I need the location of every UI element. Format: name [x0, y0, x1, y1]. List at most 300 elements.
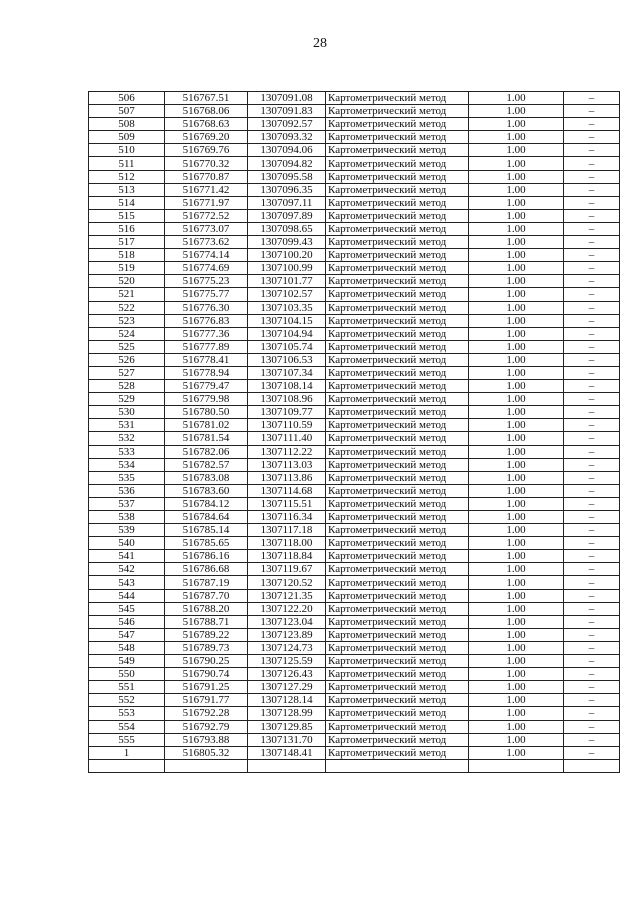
y-coordinate-cell: 1307108.14	[248, 380, 326, 393]
x-coordinate-cell: 516785.14	[165, 524, 248, 537]
x-coordinate-cell: 516778.41	[165, 353, 248, 366]
point-number-cell: 527	[89, 366, 165, 379]
y-coordinate-cell: 1307148.41	[248, 746, 326, 759]
x-coordinate-cell: 516776.83	[165, 314, 248, 327]
accuracy-cell: 1.00	[469, 628, 564, 641]
description-cell: –	[564, 655, 620, 668]
point-number-cell: 1	[89, 746, 165, 759]
x-coordinate-cell: 516791.25	[165, 681, 248, 694]
accuracy-cell: 1.00	[469, 157, 564, 170]
method-cell: Картометрический метод	[326, 288, 469, 301]
table-row	[89, 275, 620, 288]
y-coordinate-cell: 1307111.40	[248, 432, 326, 445]
x-coordinate-cell: 516784.64	[165, 511, 248, 524]
method-cell: Картометрический метод	[326, 170, 469, 183]
table-row	[89, 655, 620, 668]
accuracy-cell: 1.00	[469, 288, 564, 301]
x-coordinate-cell: 516783.60	[165, 484, 248, 497]
method-cell: Картометрический метод	[326, 511, 469, 524]
y-coordinate-cell: 1307100.99	[248, 262, 326, 275]
table-row	[89, 602, 620, 615]
accuracy-cell: 1.00	[469, 445, 564, 458]
description-cell: –	[564, 733, 620, 746]
point-number-cell: 543	[89, 576, 165, 589]
method-cell: Картометрический метод	[326, 144, 469, 157]
y-coordinate-cell: 1307125.59	[248, 655, 326, 668]
method-cell: Картометрический метод	[326, 550, 469, 563]
method-cell: Картометрический метод	[326, 131, 469, 144]
x-coordinate-cell: 516784.12	[165, 497, 248, 510]
accuracy-cell: 1.00	[469, 222, 564, 235]
accuracy-cell: 1.00	[469, 707, 564, 720]
y-coordinate-cell: 1307113.86	[248, 471, 326, 484]
description-cell: –	[564, 366, 620, 379]
x-coordinate-cell: 516782.06	[165, 445, 248, 458]
table-row	[89, 366, 620, 379]
x-coordinate-cell: 516777.89	[165, 340, 248, 353]
accuracy-cell: 1.00	[469, 615, 564, 628]
description-cell: –	[564, 484, 620, 497]
point-number-cell: 516	[89, 222, 165, 235]
accuracy-cell: 1.00	[469, 393, 564, 406]
description-cell: –	[564, 589, 620, 602]
x-coordinate-cell: 516787.19	[165, 576, 248, 589]
empty-cell	[248, 759, 326, 772]
x-coordinate-cell: 516768.63	[165, 118, 248, 131]
description-cell: –	[564, 92, 620, 105]
coordinates-table	[88, 91, 620, 773]
y-coordinate-cell: 1307106.53	[248, 353, 326, 366]
point-number-cell: 509	[89, 131, 165, 144]
table-row	[89, 209, 620, 222]
method-cell: Картометрический метод	[326, 458, 469, 471]
point-number-cell: 537	[89, 497, 165, 510]
table-row	[89, 288, 620, 301]
table-row	[89, 576, 620, 589]
description-cell: –	[564, 288, 620, 301]
x-coordinate-cell: 516767.51	[165, 92, 248, 105]
point-number-cell: 547	[89, 628, 165, 641]
y-coordinate-cell: 1307094.06	[248, 144, 326, 157]
y-coordinate-cell: 1307123.89	[248, 628, 326, 641]
x-coordinate-cell: 516792.79	[165, 720, 248, 733]
page-number: 28	[313, 36, 327, 51]
y-coordinate-cell: 1307121.35	[248, 589, 326, 602]
accuracy-cell: 1.00	[469, 563, 564, 576]
method-cell: Картометрический метод	[326, 497, 469, 510]
accuracy-cell: 1.00	[469, 183, 564, 196]
y-coordinate-cell: 1307108.96	[248, 393, 326, 406]
point-number-cell: 508	[89, 118, 165, 131]
description-cell: –	[564, 641, 620, 654]
x-coordinate-cell: 516805.32	[165, 746, 248, 759]
x-coordinate-cell: 516779.47	[165, 380, 248, 393]
method-cell: Картометрический метод	[326, 301, 469, 314]
accuracy-cell: 1.00	[469, 746, 564, 759]
method-cell: Картометрический метод	[326, 380, 469, 393]
x-coordinate-cell: 516771.42	[165, 183, 248, 196]
point-number-cell: 515	[89, 209, 165, 222]
description-cell: –	[564, 262, 620, 275]
y-coordinate-cell: 1307118.84	[248, 550, 326, 563]
description-cell: –	[564, 275, 620, 288]
empty-cell	[469, 759, 564, 772]
table-row	[89, 222, 620, 235]
y-coordinate-cell: 1307105.74	[248, 340, 326, 353]
x-coordinate-cell: 516788.20	[165, 602, 248, 615]
table-row	[89, 628, 620, 641]
accuracy-cell: 1.00	[469, 144, 564, 157]
method-cell: Картометрический метод	[326, 327, 469, 340]
x-coordinate-cell: 516781.54	[165, 432, 248, 445]
accuracy-cell: 1.00	[469, 432, 564, 445]
table-row	[89, 641, 620, 654]
point-number-cell: 526	[89, 353, 165, 366]
accuracy-cell: 1.00	[469, 131, 564, 144]
x-coordinate-cell: 516772.52	[165, 209, 248, 222]
accuracy-cell: 1.00	[469, 353, 564, 366]
method-cell: Картометрический метод	[326, 537, 469, 550]
y-coordinate-cell: 1307118.00	[248, 537, 326, 550]
method-cell: Картометрический метод	[326, 314, 469, 327]
description-cell: –	[564, 301, 620, 314]
table-row	[89, 615, 620, 628]
x-coordinate-cell: 516790.74	[165, 668, 248, 681]
method-cell: Картометрический метод	[326, 92, 469, 105]
table-row	[89, 484, 620, 497]
point-number-cell: 545	[89, 602, 165, 615]
accuracy-cell: 1.00	[469, 458, 564, 471]
point-number-cell: 525	[89, 340, 165, 353]
table-row	[89, 497, 620, 510]
description-cell: –	[564, 105, 620, 118]
method-cell: Картометрический метод	[326, 275, 469, 288]
x-coordinate-cell: 516773.07	[165, 222, 248, 235]
method-cell: Картометрический метод	[326, 524, 469, 537]
accuracy-cell: 1.00	[469, 524, 564, 537]
empty-cell	[89, 759, 165, 772]
method-cell: Картометрический метод	[326, 720, 469, 733]
x-coordinate-cell: 516769.20	[165, 131, 248, 144]
y-coordinate-cell: 1307126.43	[248, 668, 326, 681]
accuracy-cell: 1.00	[469, 170, 564, 183]
point-number-cell: 533	[89, 445, 165, 458]
description-cell: –	[564, 183, 620, 196]
method-cell: Картометрический метод	[326, 406, 469, 419]
table-row	[89, 314, 620, 327]
coordinates-table-body	[89, 92, 620, 773]
point-number-cell: 539	[89, 524, 165, 537]
table-row	[89, 511, 620, 524]
table-row	[89, 170, 620, 183]
x-coordinate-cell: 516779.98	[165, 393, 248, 406]
table-row	[89, 668, 620, 681]
y-coordinate-cell: 1307097.89	[248, 209, 326, 222]
description-cell: –	[564, 144, 620, 157]
method-cell: Картометрический метод	[326, 641, 469, 654]
point-number-cell: 554	[89, 720, 165, 733]
method-cell: Картометрический метод	[326, 707, 469, 720]
table-row	[89, 118, 620, 131]
y-coordinate-cell: 1307096.35	[248, 183, 326, 196]
description-cell: –	[564, 537, 620, 550]
table-row	[89, 550, 620, 563]
method-cell: Картометрический метод	[326, 563, 469, 576]
table-row	[89, 720, 620, 733]
point-number-cell: 548	[89, 641, 165, 654]
point-number-cell: 529	[89, 393, 165, 406]
accuracy-cell: 1.00	[469, 550, 564, 563]
description-cell: –	[564, 118, 620, 131]
empty-table-row	[89, 759, 620, 772]
point-number-cell: 544	[89, 589, 165, 602]
x-coordinate-cell: 516782.57	[165, 458, 248, 471]
y-coordinate-cell: 1307104.94	[248, 327, 326, 340]
description-cell: –	[564, 668, 620, 681]
method-cell: Картометрический метод	[326, 366, 469, 379]
point-number-cell: 549	[89, 655, 165, 668]
y-coordinate-cell: 1307097.11	[248, 196, 326, 209]
y-coordinate-cell: 1307113.03	[248, 458, 326, 471]
point-number-cell: 550	[89, 668, 165, 681]
description-cell: –	[564, 236, 620, 249]
x-coordinate-cell: 516786.16	[165, 550, 248, 563]
y-coordinate-cell: 1307123.04	[248, 615, 326, 628]
description-cell: –	[564, 576, 620, 589]
accuracy-cell: 1.00	[469, 275, 564, 288]
accuracy-cell: 1.00	[469, 249, 564, 262]
accuracy-cell: 1.00	[469, 694, 564, 707]
accuracy-cell: 1.00	[469, 589, 564, 602]
point-number-cell: 538	[89, 511, 165, 524]
description-cell: –	[564, 681, 620, 694]
y-coordinate-cell: 1307103.35	[248, 301, 326, 314]
accuracy-cell: 1.00	[469, 471, 564, 484]
method-cell: Картометрический метод	[326, 196, 469, 209]
y-coordinate-cell: 1307120.52	[248, 576, 326, 589]
table-row	[89, 380, 620, 393]
method-cell: Картометрический метод	[326, 419, 469, 432]
y-coordinate-cell: 1307128.99	[248, 707, 326, 720]
description-cell: –	[564, 380, 620, 393]
description-cell: –	[564, 393, 620, 406]
table-row	[89, 563, 620, 576]
accuracy-cell: 1.00	[469, 366, 564, 379]
description-cell: –	[564, 157, 620, 170]
point-number-cell: 553	[89, 707, 165, 720]
table-row	[89, 393, 620, 406]
point-number-cell: 510	[89, 144, 165, 157]
table-row	[89, 301, 620, 314]
accuracy-cell: 1.00	[469, 641, 564, 654]
point-number-cell: 531	[89, 419, 165, 432]
method-cell: Картометрический метод	[326, 668, 469, 681]
table-row	[89, 340, 620, 353]
x-coordinate-cell: 516793.88	[165, 733, 248, 746]
point-number-cell: 528	[89, 380, 165, 393]
description-cell: –	[564, 432, 620, 445]
y-coordinate-cell: 1307091.08	[248, 92, 326, 105]
method-cell: Картометрический метод	[326, 694, 469, 707]
method-cell: Картометрический метод	[326, 340, 469, 353]
table-row	[89, 537, 620, 550]
table-row	[89, 183, 620, 196]
y-coordinate-cell: 1307122.20	[248, 602, 326, 615]
point-number-cell: 518	[89, 249, 165, 262]
y-coordinate-cell: 1307114.68	[248, 484, 326, 497]
method-cell: Картометрический метод	[326, 615, 469, 628]
accuracy-cell: 1.00	[469, 655, 564, 668]
method-cell: Картометрический метод	[326, 628, 469, 641]
x-coordinate-cell: 516781.02	[165, 419, 248, 432]
accuracy-cell: 1.00	[469, 720, 564, 733]
accuracy-cell: 1.00	[469, 196, 564, 209]
y-coordinate-cell: 1307099.43	[248, 236, 326, 249]
point-number-cell: 512	[89, 170, 165, 183]
y-coordinate-cell: 1307129.85	[248, 720, 326, 733]
x-coordinate-cell: 516783.08	[165, 471, 248, 484]
point-number-cell: 530	[89, 406, 165, 419]
accuracy-cell: 1.00	[469, 484, 564, 497]
method-cell: Картометрический метод	[326, 236, 469, 249]
point-number-cell: 514	[89, 196, 165, 209]
description-cell: –	[564, 615, 620, 628]
accuracy-cell: 1.00	[469, 419, 564, 432]
method-cell: Картометрический метод	[326, 432, 469, 445]
description-cell: –	[564, 511, 620, 524]
table-row	[89, 589, 620, 602]
point-number-cell: 519	[89, 262, 165, 275]
description-cell: –	[564, 131, 620, 144]
method-cell: Картометрический метод	[326, 484, 469, 497]
description-cell: –	[564, 628, 620, 641]
point-number-cell: 540	[89, 537, 165, 550]
table-row	[89, 406, 620, 419]
accuracy-cell: 1.00	[469, 497, 564, 510]
point-number-cell: 523	[89, 314, 165, 327]
description-cell: –	[564, 406, 620, 419]
y-coordinate-cell: 1307109.77	[248, 406, 326, 419]
accuracy-cell: 1.00	[469, 668, 564, 681]
point-number-cell: 535	[89, 471, 165, 484]
description-cell: –	[564, 550, 620, 563]
x-coordinate-cell: 516770.32	[165, 157, 248, 170]
accuracy-cell: 1.00	[469, 105, 564, 118]
description-cell: –	[564, 353, 620, 366]
table-row	[89, 458, 620, 471]
table-row	[89, 524, 620, 537]
method-cell: Картометрический метод	[326, 733, 469, 746]
description-cell: –	[564, 563, 620, 576]
description-cell: –	[564, 340, 620, 353]
method-cell: Картометрический метод	[326, 262, 469, 275]
accuracy-cell: 1.00	[469, 380, 564, 393]
accuracy-cell: 1.00	[469, 511, 564, 524]
table-row	[89, 262, 620, 275]
method-cell: Картометрический метод	[326, 157, 469, 170]
x-coordinate-cell: 516789.22	[165, 628, 248, 641]
description-cell: –	[564, 209, 620, 222]
x-coordinate-cell: 516771.97	[165, 196, 248, 209]
table-row	[89, 746, 620, 759]
accuracy-cell: 1.00	[469, 118, 564, 131]
table-row	[89, 419, 620, 432]
description-cell: –	[564, 445, 620, 458]
y-coordinate-cell: 1307095.58	[248, 170, 326, 183]
table-row	[89, 144, 620, 157]
method-cell: Картометрический метод	[326, 353, 469, 366]
y-coordinate-cell: 1307091.83	[248, 105, 326, 118]
y-coordinate-cell: 1307093.32	[248, 131, 326, 144]
method-cell: Картометрический метод	[326, 222, 469, 235]
y-coordinate-cell: 1307098.65	[248, 222, 326, 235]
method-cell: Картометрический метод	[326, 576, 469, 589]
x-coordinate-cell: 516790.25	[165, 655, 248, 668]
method-cell: Картометрический метод	[326, 183, 469, 196]
x-coordinate-cell: 516786.68	[165, 563, 248, 576]
table-row	[89, 105, 620, 118]
x-coordinate-cell: 516791.77	[165, 694, 248, 707]
table-row	[89, 327, 620, 340]
point-number-cell: 513	[89, 183, 165, 196]
accuracy-cell: 1.00	[469, 236, 564, 249]
x-coordinate-cell: 516792.28	[165, 707, 248, 720]
method-cell: Картометрический метод	[326, 681, 469, 694]
point-number-cell: 541	[89, 550, 165, 563]
accuracy-cell: 1.00	[469, 406, 564, 419]
table-row	[89, 196, 620, 209]
description-cell: –	[564, 170, 620, 183]
y-coordinate-cell: 1307100.20	[248, 249, 326, 262]
method-cell: Картометрический метод	[326, 249, 469, 262]
y-coordinate-cell: 1307124.73	[248, 641, 326, 654]
accuracy-cell: 1.00	[469, 209, 564, 222]
description-cell: –	[564, 458, 620, 471]
x-coordinate-cell: 516785.65	[165, 537, 248, 550]
description-cell: –	[564, 314, 620, 327]
point-number-cell: 542	[89, 563, 165, 576]
table-row	[89, 249, 620, 262]
table-row	[89, 681, 620, 694]
point-number-cell: 524	[89, 327, 165, 340]
y-coordinate-cell: 1307092.57	[248, 118, 326, 131]
point-number-cell: 521	[89, 288, 165, 301]
description-cell: –	[564, 602, 620, 615]
y-coordinate-cell: 1307112.22	[248, 445, 326, 458]
y-coordinate-cell: 1307117.18	[248, 524, 326, 537]
point-number-cell: 546	[89, 615, 165, 628]
description-cell: –	[564, 249, 620, 262]
description-cell: –	[564, 707, 620, 720]
y-coordinate-cell: 1307127.29	[248, 681, 326, 694]
accuracy-cell: 1.00	[469, 262, 564, 275]
point-number-cell: 555	[89, 733, 165, 746]
description-cell: –	[564, 524, 620, 537]
method-cell: Картометрический метод	[326, 746, 469, 759]
point-number-cell: 520	[89, 275, 165, 288]
method-cell: Картометрический метод	[326, 105, 469, 118]
method-cell: Картометрический метод	[326, 445, 469, 458]
empty-cell	[564, 759, 620, 772]
x-coordinate-cell: 516775.77	[165, 288, 248, 301]
method-cell: Картометрический метод	[326, 589, 469, 602]
point-number-cell: 532	[89, 432, 165, 445]
method-cell: Картометрический метод	[326, 655, 469, 668]
accuracy-cell: 1.00	[469, 681, 564, 694]
y-coordinate-cell: 1307107.34	[248, 366, 326, 379]
x-coordinate-cell: 516780.50	[165, 406, 248, 419]
point-number-cell: 536	[89, 484, 165, 497]
